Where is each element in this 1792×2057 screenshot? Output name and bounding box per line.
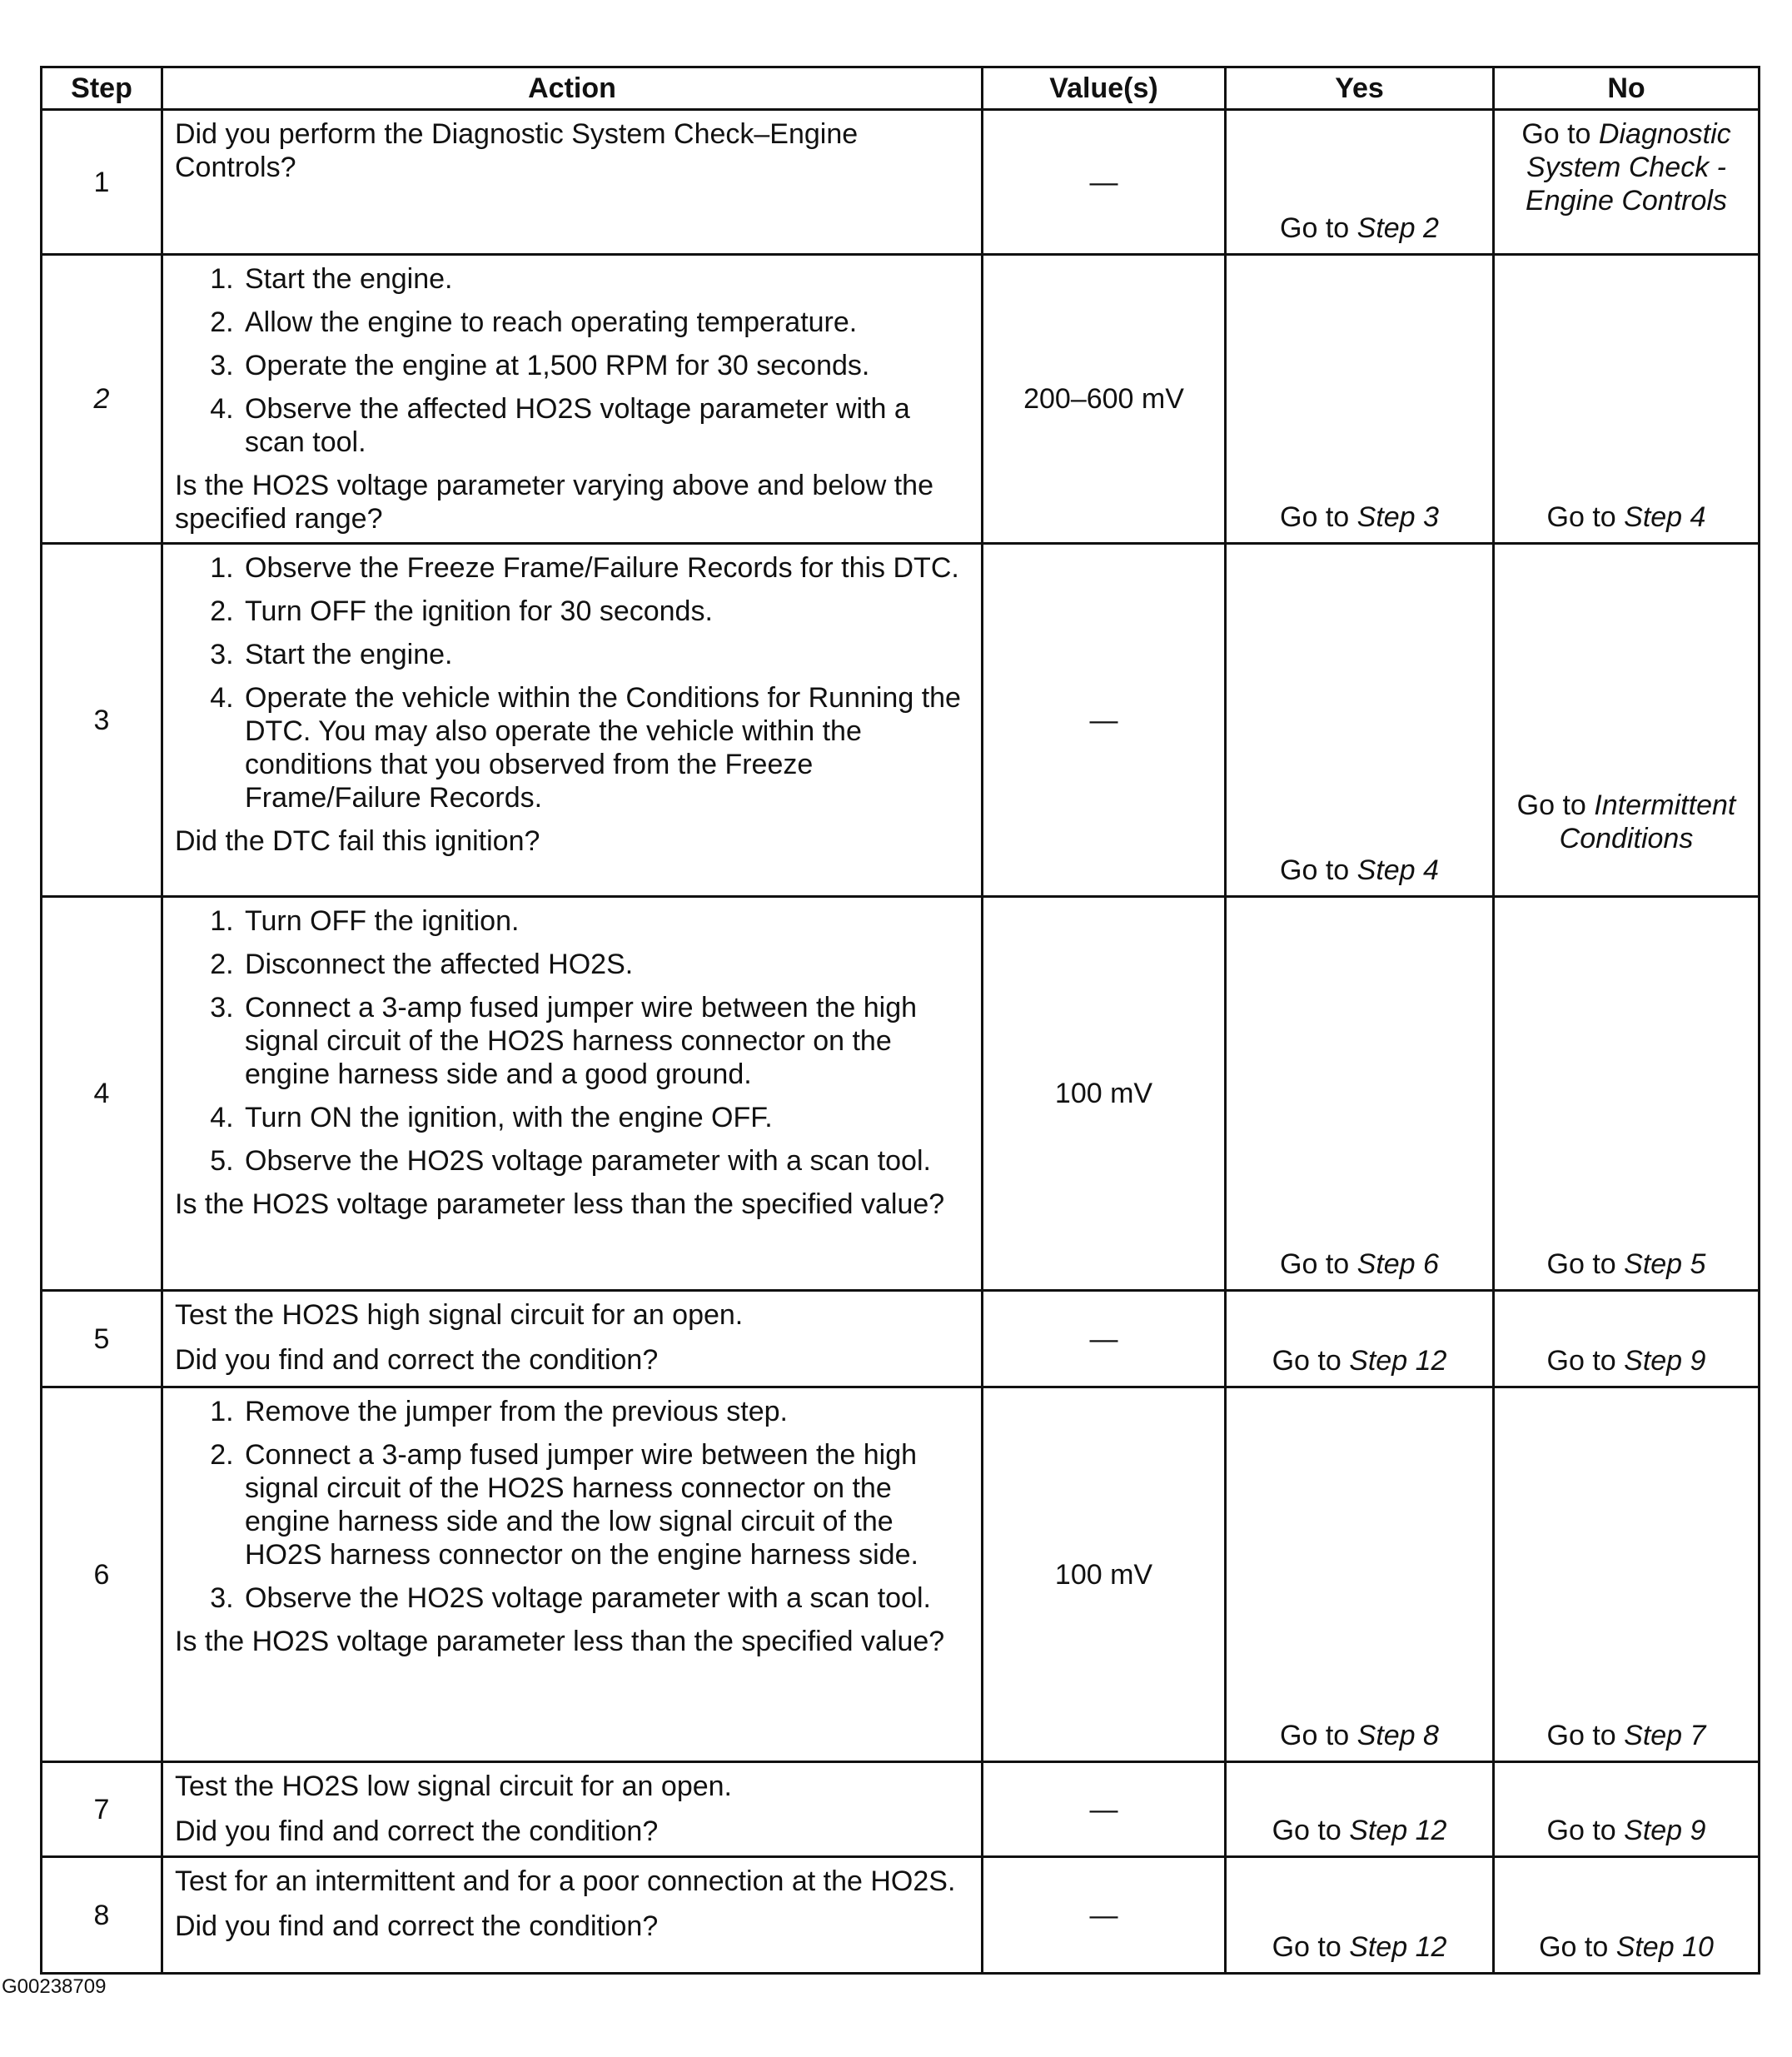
yes-goto xyxy=(1280,501,1439,533)
yes-link[interactable]: Step 12 xyxy=(1349,1931,1447,1963)
value-cell: — xyxy=(983,1291,1226,1387)
no-prefix: Go to xyxy=(1521,118,1599,150)
value-cell: 100 mV xyxy=(983,897,1226,1291)
yes-link[interactable]: Step 12 xyxy=(1349,1815,1447,1846)
no-prefix: Go to xyxy=(1546,1345,1625,1377)
table-row xyxy=(42,1762,1760,1857)
action-step-item: 3. Connect a 3-amp fused jumper wire between the high signal circuit of the HO2S harness connector on the engine harness side and a good ground. xyxy=(241,991,969,1091)
yes-cell xyxy=(1226,110,1494,255)
step-number: 5 xyxy=(42,1291,162,1387)
yes-link[interactable]: Step 8 xyxy=(1356,1720,1439,1751)
yes-goto xyxy=(1272,1815,1447,1846)
step-number: 8 xyxy=(42,1857,162,1974)
action-step-item: 1. Start the engine. xyxy=(241,262,969,296)
header-values: Value(s) xyxy=(983,67,1226,110)
yes-prefix: Go to xyxy=(1280,1248,1357,1280)
no-prefix: Go to xyxy=(1546,1720,1625,1751)
step-number: 7 xyxy=(42,1762,162,1857)
yes-prefix: Go to xyxy=(1280,501,1357,533)
action-step-item: 3. Start the engine. xyxy=(241,638,969,671)
yes-prefix: Go to xyxy=(1280,854,1357,886)
action-step-item: 4. Operate the vehicle within the Conditions for Running the DTC. You may also operate the vehicle within the conditions that you observed from the Freeze Frame/Failure Records. xyxy=(241,681,969,814)
no-goto xyxy=(1547,1345,1706,1377)
no-cell xyxy=(1494,1387,1760,1762)
action-question: Did you perform the Diagnostic System Check–Engine Controls? xyxy=(175,118,859,183)
no-cell xyxy=(1494,110,1760,255)
action-cell xyxy=(162,255,983,544)
yes-goto xyxy=(1272,1931,1447,1963)
action-step-item: 2. Turn OFF the ignition for 30 seconds. xyxy=(241,595,969,628)
action-step-item: 4. Turn ON the ignition, with the engine OFF. xyxy=(241,1101,969,1134)
action-cell xyxy=(162,1291,983,1387)
header-row xyxy=(42,67,1760,110)
action-step-item: 2. Allow the engine to reach operating temperature. xyxy=(241,306,969,339)
action-cell xyxy=(162,897,983,1291)
no-goto xyxy=(1547,1720,1706,1751)
action-step-item: 3. Operate the engine at 1,500 RPM for 30 seconds. xyxy=(241,349,969,382)
action-question: Did you find and correct the condition? xyxy=(175,1344,659,1376)
action-step-item: 1. Remove the jumper from the previous step. xyxy=(241,1395,969,1428)
step-number: 6 xyxy=(42,1387,162,1762)
yes-prefix: Go to xyxy=(1280,1720,1357,1751)
yes-prefix: Go to xyxy=(1272,1815,1350,1846)
value-cell: 100 mV xyxy=(983,1387,1226,1762)
no-cell xyxy=(1494,255,1760,544)
header-step: Step xyxy=(42,67,162,110)
no-cell xyxy=(1494,1291,1760,1387)
yes-cell xyxy=(1226,1387,1494,1762)
no-goto xyxy=(1521,118,1730,217)
step-number: 3 xyxy=(42,544,162,897)
action-cell xyxy=(162,1857,983,1974)
action-question: Did you find and correct the condition? xyxy=(175,1910,659,1942)
no-cell xyxy=(1494,1857,1760,1974)
action-step-item: 1. Turn OFF the ignition. xyxy=(241,904,969,938)
action-question: Is the HO2S voltage parameter varying above and below the specified range? xyxy=(175,470,933,535)
action-steps-list xyxy=(175,262,969,459)
action-step-item: 2. Connect a 3-amp fused jumper wire between the high signal circuit of the HO2S harness connector on the engine harness side and the low signal circuit of the HO2S harness connector on the engine harness side. xyxy=(241,1438,969,1571)
no-prefix: Go to xyxy=(1516,789,1595,821)
yes-cell xyxy=(1226,1291,1494,1387)
action-step-item: 4. Observe the affected HO2S voltage parameter with a scan tool. xyxy=(241,392,969,459)
action-question: Is the HO2S voltage parameter less than the specified value? xyxy=(175,1188,945,1220)
yes-link[interactable]: Step 4 xyxy=(1356,854,1439,886)
table-row xyxy=(42,897,1760,1291)
no-cell xyxy=(1494,1762,1760,1857)
yes-cell xyxy=(1226,255,1494,544)
action-question: Did you find and correct the condition? xyxy=(175,1815,659,1847)
action-cell xyxy=(162,1387,983,1762)
action-steps-list xyxy=(175,904,969,1178)
action-cell xyxy=(162,544,983,897)
no-prefix: Go to xyxy=(1546,501,1625,533)
figure-id: G00238709 xyxy=(2,1975,107,1998)
yes-prefix: Go to xyxy=(1280,212,1357,244)
yes-goto xyxy=(1272,1345,1447,1377)
action-step-item: 2. Disconnect the affected HO2S. xyxy=(241,948,969,981)
yes-cell xyxy=(1226,1857,1494,1974)
action-question: Is the HO2S voltage parameter less than the specified value? xyxy=(175,1626,945,1657)
no-link[interactable]: Step 5 xyxy=(1624,1248,1706,1280)
action-question: Did the DTC fail this ignition? xyxy=(175,825,540,857)
value-cell: — xyxy=(983,1762,1226,1857)
value-cell: — xyxy=(983,1857,1226,1974)
no-prefix: Go to xyxy=(1546,1248,1625,1280)
diagnostic-table xyxy=(40,66,1760,1975)
yes-goto xyxy=(1280,212,1439,244)
no-goto xyxy=(1547,1248,1706,1280)
action-step-item: 3. Observe the HO2S voltage parameter with a scan tool. xyxy=(241,1581,969,1615)
yes-goto xyxy=(1280,854,1439,886)
no-link[interactable]: Step 4 xyxy=(1624,501,1706,533)
no-cell xyxy=(1494,544,1760,897)
table-row xyxy=(42,1857,1760,1974)
yes-cell xyxy=(1226,544,1494,897)
no-prefix: Go to xyxy=(1546,1815,1625,1846)
no-link[interactable]: Step 10 xyxy=(1615,1931,1714,1963)
action-cell xyxy=(162,1762,983,1857)
no-goto xyxy=(1547,501,1706,533)
value-cell: 200–600 mV xyxy=(983,255,1226,544)
no-goto xyxy=(1539,1931,1714,1963)
yes-prefix: Go to xyxy=(1272,1345,1350,1377)
action-steps-list xyxy=(175,551,969,814)
no-goto xyxy=(1517,789,1736,854)
yes-link[interactable]: Step 6 xyxy=(1356,1248,1439,1280)
table-row xyxy=(42,544,1760,897)
yes-link[interactable]: Step 12 xyxy=(1349,1345,1447,1377)
no-link[interactable]: Step 9 xyxy=(1624,1815,1706,1846)
yes-link[interactable]: Step 3 xyxy=(1356,501,1439,533)
header-no: No xyxy=(1494,67,1760,110)
action-instruction: Test the HO2S low signal circuit for an open. xyxy=(175,1771,732,1802)
action-cell xyxy=(162,110,983,255)
no-goto xyxy=(1547,1815,1706,1846)
action-instruction: Test the HO2S high signal circuit for an open. xyxy=(175,1299,744,1331)
step-number: 2 xyxy=(42,255,162,544)
yes-cell xyxy=(1226,1762,1494,1857)
table-row xyxy=(42,110,1760,255)
value-cell: — xyxy=(983,544,1226,897)
no-link[interactable]: Step 7 xyxy=(1624,1720,1706,1751)
action-instruction: Test for an intermittent and for a poor connection at the HO2S. xyxy=(175,1865,956,1897)
yes-prefix: Go to xyxy=(1272,1931,1350,1963)
no-cell xyxy=(1494,897,1760,1291)
no-link[interactable]: Step 9 xyxy=(1624,1345,1706,1377)
yes-link[interactable]: Step 2 xyxy=(1356,212,1439,244)
header-yes: Yes xyxy=(1226,67,1494,110)
table-row xyxy=(42,1387,1760,1762)
no-link[interactable]: Intermittent Conditions xyxy=(1559,789,1736,854)
yes-goto xyxy=(1280,1720,1439,1751)
step-number: 1 xyxy=(42,110,162,255)
no-prefix: Go to xyxy=(1539,1931,1616,1963)
table-row xyxy=(42,255,1760,544)
table-row xyxy=(42,1291,1760,1387)
yes-cell xyxy=(1226,897,1494,1291)
action-steps-list xyxy=(175,1395,969,1615)
no-link[interactable]: Diagnostic System Check - Engine Controls xyxy=(1526,118,1731,217)
value-cell: — xyxy=(983,110,1226,255)
action-step-item: 5. Observe the HO2S voltage parameter with a scan tool. xyxy=(241,1144,969,1178)
yes-goto xyxy=(1280,1248,1439,1280)
step-number: 4 xyxy=(42,897,162,1291)
action-step-item: 1. Observe the Freeze Frame/Failure Records for this DTC. xyxy=(241,551,969,585)
header-action: Action xyxy=(162,67,983,110)
